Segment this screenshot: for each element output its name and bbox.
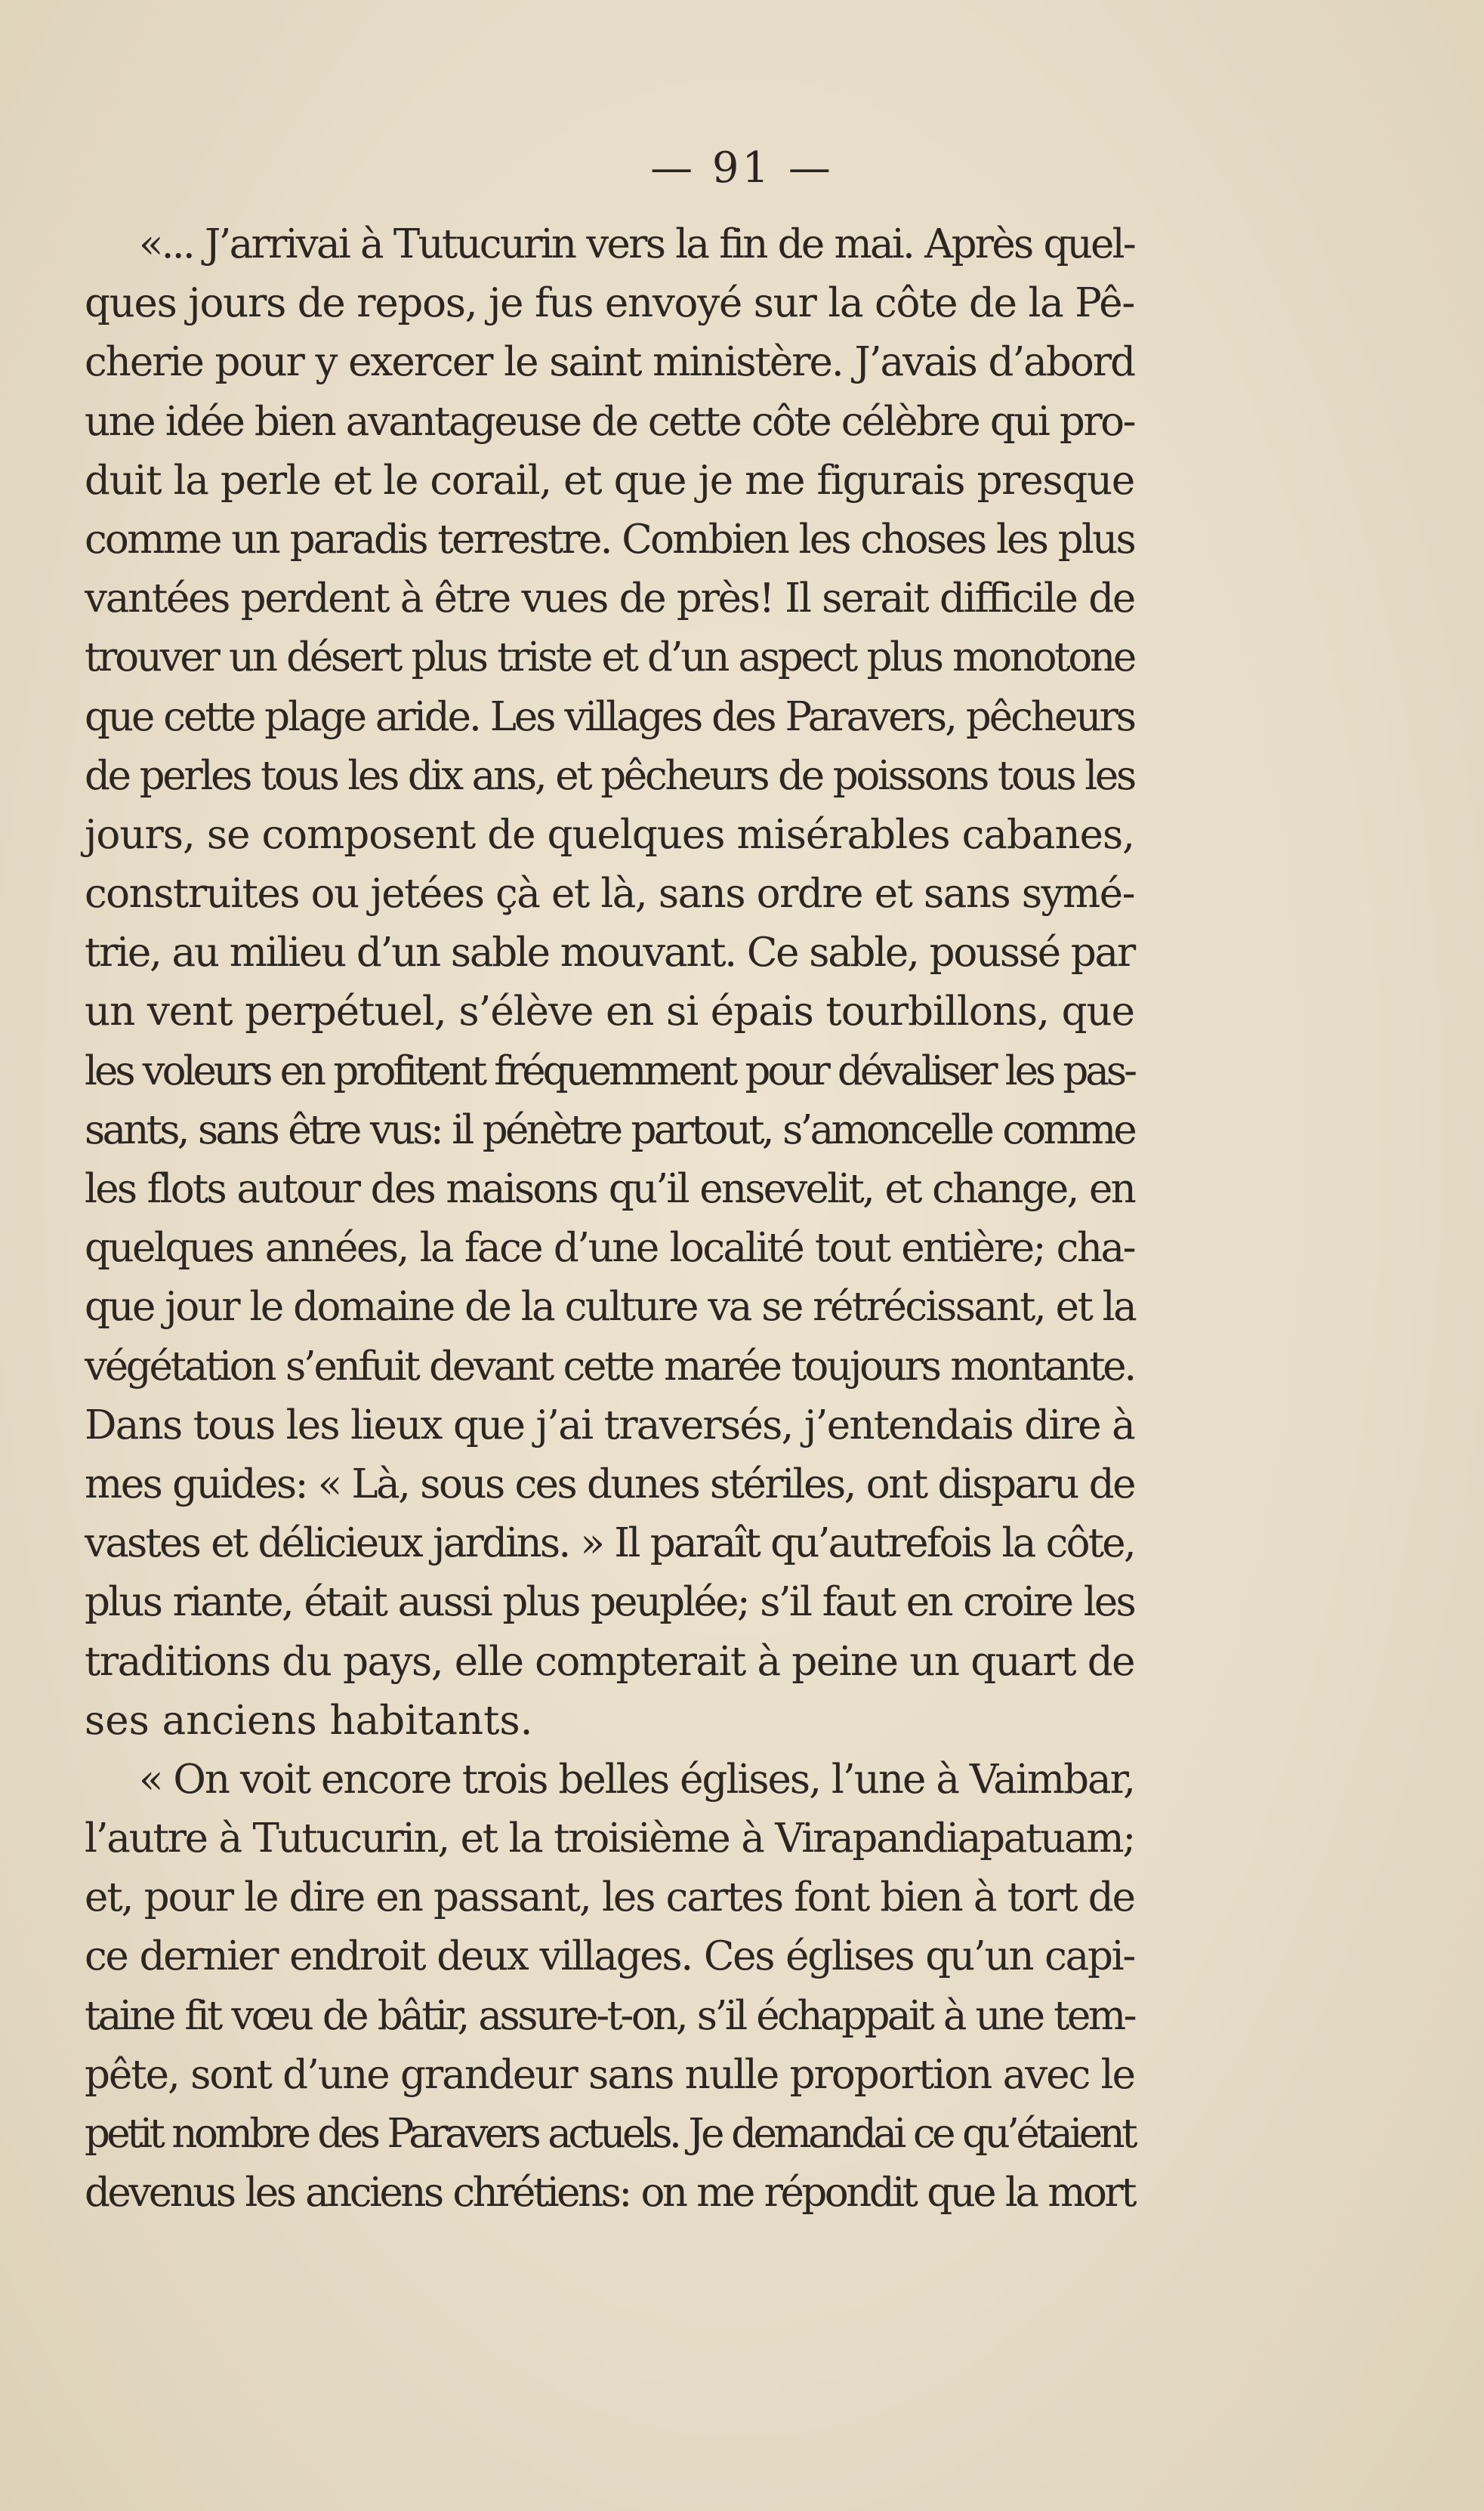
text-line: comme un paradis terrestre. Combien les choses les plus	[85, 516, 1134, 563]
text-line: de perles tous les dix ans, et pêcheurs de poissons tous les	[85, 752, 1134, 799]
text-line: pête, sont d’une grandeur sans nulle proportion avec le	[85, 2051, 1134, 2098]
text-line: petit nombre des Paravers actuels. Je demandai ce qu’étaient	[85, 2111, 1134, 2157]
text-line: l’autre à Tutucurin, et la troisième à Virapandiapatuam;	[85, 1815, 1134, 1862]
text-line: que cette plage aride. Les villages des Paravers, pêcheurs	[85, 693, 1134, 740]
text-line: duit la perle et le corail, et que je me figurais presque	[85, 457, 1134, 504]
text-line: Dans tous les lieux que j’ai traversés, j’entendais dire à	[85, 1402, 1134, 1448]
body-text	[85, 215, 1134, 2223]
text-line: traditions du pays, elle compterait à peine un quart de	[85, 1638, 1134, 1685]
paragraph-1	[85, 215, 1134, 1751]
text-line: sants, sans être vus: il pénètre partout, s’amoncelle comme	[85, 1106, 1134, 1153]
text-line: ses anciens habitants.	[85, 1697, 533, 1744]
text-line: devenus les anciens chrétiens: on me répondit que la mort	[85, 2170, 1134, 2216]
text-line: ques jours de repos, je fus envoyé sur la côte de la Pê-	[85, 280, 1134, 327]
text-line: les voleurs en profitent fréquemment pour dévaliser les pas-	[85, 1047, 1134, 1094]
text-line: vastes et délicieux jardins. » Il paraît qu’autrefois la côte,	[85, 1520, 1134, 1567]
text-line: ce dernier endroit deux villages. Ces églises qu’un capi-	[85, 1933, 1134, 1980]
text-line: quelques années, la face d’une localité tout entière; cha-	[85, 1225, 1134, 1272]
text-line: végétation s’enfuit devant cette marée toujours montante.	[85, 1343, 1134, 1390]
text-line: « On voit encore trois belles églises, l’une à Vaimbar,	[139, 1756, 1134, 1803]
text-line: une idée bien avantageuse de cette côte célèbre qui pro-	[85, 398, 1134, 445]
text-line: un vent perpétuel, s’élève en si épais tourbillons, que	[85, 989, 1134, 1035]
text-line: vantées perdent à être vues de près! Il serait difficile de	[85, 575, 1134, 622]
text-line: et, pour le dire en passant, les cartes font bien à tort de	[85, 1874, 1134, 1921]
page-number: — 91 —	[650, 143, 834, 193]
paragraph-2	[85, 1751, 1134, 2223]
text-line: plus riante, était aussi plus peuplée; s’il faut en croire les	[85, 1579, 1134, 1626]
text-line: construites ou jetées çà et là, sans ordre et sans symé-	[85, 871, 1134, 918]
text-line: mes guides: « Là, sous ces dunes stériles, ont disparu de	[85, 1461, 1134, 1507]
text-line: taine fit vœu de bâtir, assure-t-on, s’il échappait à une tem-	[85, 1992, 1134, 2039]
text-line: cherie pour y exercer le saint ministère. J’avais d’abord	[85, 339, 1134, 386]
text-line: trouver un désert plus triste et d’un aspect plus monotone	[85, 634, 1134, 681]
text-line: «... J’arrivai à Tutucurin vers la fin de mai. Après quel-	[139, 221, 1134, 267]
text-line: que jour le domaine de la culture va se rétrécissant, et la	[85, 1284, 1136, 1331]
text-line: trie, au milieu d’un sable mouvant. Ce sable, poussé par	[85, 930, 1134, 976]
text-line: jours, se composent de quelques misérables cabanes,	[85, 811, 1134, 858]
text-line: les flots autour des maisons qu’il ensevelit, et change, en	[85, 1166, 1134, 1212]
